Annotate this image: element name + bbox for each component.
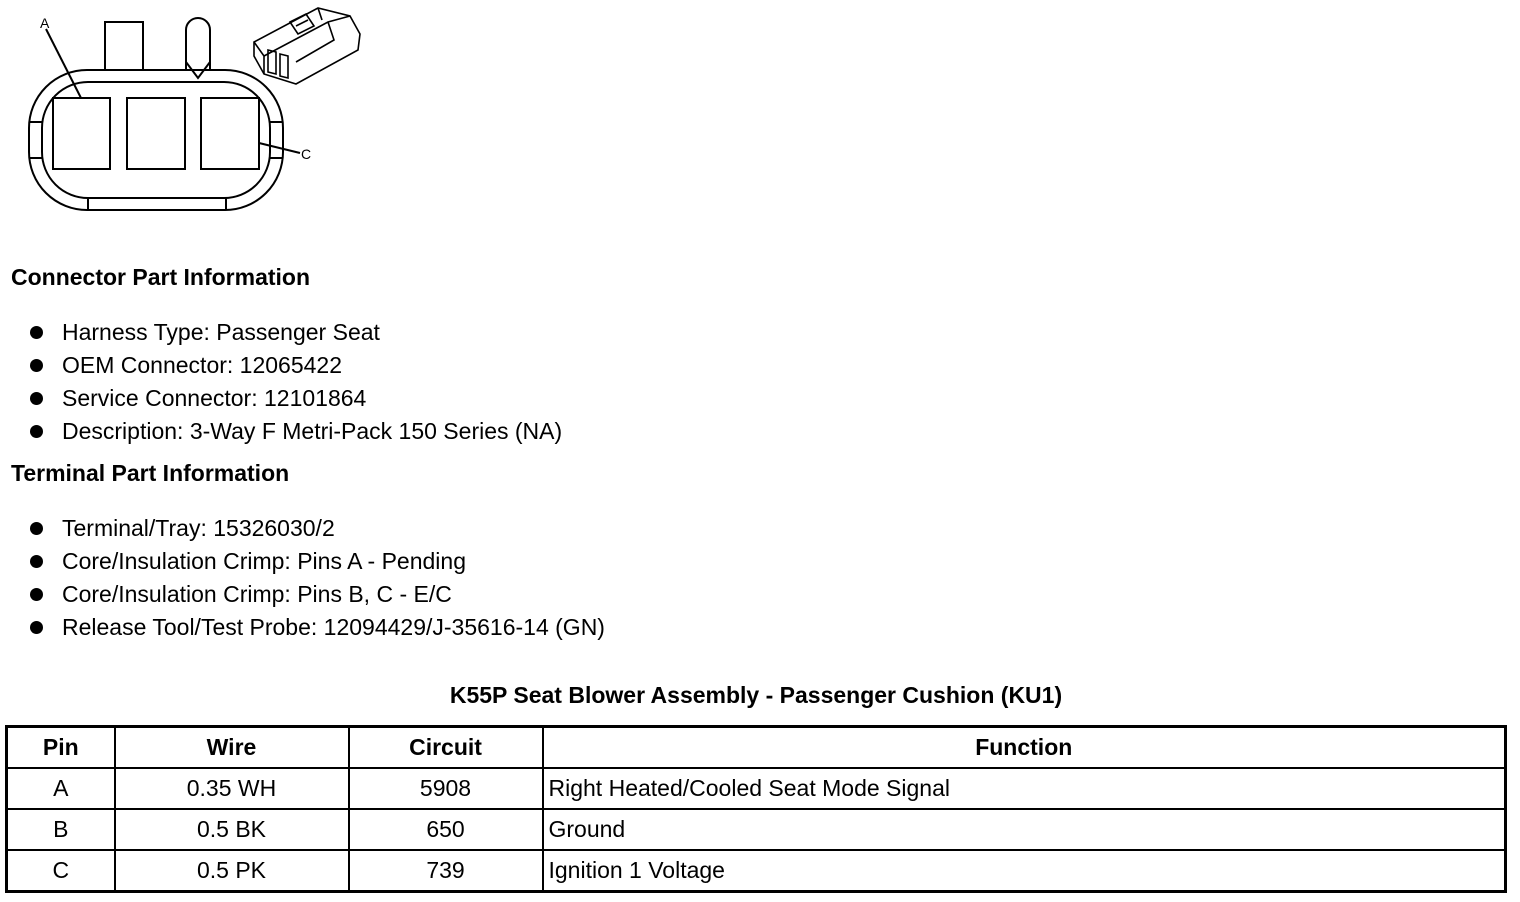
list-item: Harness Type: Passenger Seat bbox=[28, 316, 562, 349]
pinout-table bbox=[5, 725, 1507, 893]
connector-part-info-heading: Connector Part Information bbox=[11, 264, 311, 290]
connector-thumbnail-icon bbox=[254, 8, 360, 84]
cell-pin: C bbox=[7, 850, 115, 892]
pin-c-label: C bbox=[301, 146, 312, 162]
terminal-part-info-heading: Terminal Part Information bbox=[11, 460, 290, 486]
pin-a-label: A bbox=[40, 15, 50, 31]
header-circuit: Circuit bbox=[349, 727, 543, 769]
bullet-icon bbox=[30, 425, 43, 438]
header-function: Function bbox=[543, 727, 1506, 769]
table-row bbox=[7, 768, 1506, 809]
bullet-icon bbox=[30, 522, 43, 535]
latch-tab bbox=[186, 18, 210, 70]
table-header-row bbox=[7, 727, 1506, 769]
list-item: Terminal/Tray: 15326030/2 bbox=[28, 512, 605, 545]
connector-housing-inner bbox=[42, 82, 270, 198]
list-item: Core/Insulation Crimp: Pins A - Pending bbox=[28, 545, 605, 578]
header-pin: Pin bbox=[7, 727, 115, 769]
cell-circuit: 5908 bbox=[349, 768, 543, 809]
connector-part-info-list bbox=[28, 316, 562, 448]
table-row bbox=[7, 809, 1506, 850]
terminal-part-info-list bbox=[28, 512, 605, 644]
cavity-c bbox=[201, 98, 259, 169]
bullet-icon bbox=[30, 359, 43, 372]
list-item: Core/Insulation Crimp: Pins B, C - E/C bbox=[28, 578, 605, 611]
cavity-b bbox=[127, 98, 185, 169]
bullet-icon bbox=[30, 555, 43, 568]
cell-wire: 0.5 PK bbox=[115, 850, 349, 892]
cell-function: Ground bbox=[543, 809, 1506, 850]
cell-pin: A bbox=[7, 768, 115, 809]
cavity-a bbox=[53, 98, 110, 169]
key-tab bbox=[105, 22, 143, 70]
bullet-icon bbox=[30, 588, 43, 601]
cell-wire: 0.35 WH bbox=[115, 768, 349, 809]
connector-housing-outer bbox=[29, 70, 283, 210]
bullet-icon bbox=[30, 326, 43, 339]
bullet-icon bbox=[30, 621, 43, 634]
list-item: OEM Connector: 12065422 bbox=[28, 349, 562, 382]
connector-face-diagram bbox=[0, 0, 380, 220]
list-item: Service Connector: 12101864 bbox=[28, 382, 562, 415]
cell-wire: 0.5 BK bbox=[115, 809, 349, 850]
bullet-icon bbox=[30, 392, 43, 405]
cell-function: Right Heated/Cooled Seat Mode Signal bbox=[543, 768, 1506, 809]
cell-function: Ignition 1 Voltage bbox=[543, 850, 1506, 892]
cell-pin: B bbox=[7, 809, 115, 850]
table-title: K55P Seat Blower Assembly - Passenger Cushion (KU1) bbox=[449, 682, 1063, 708]
table-row bbox=[7, 850, 1506, 892]
list-item: Description: 3-Way F Metri-Pack 150 Series (NA) bbox=[28, 415, 562, 448]
cell-circuit: 739 bbox=[349, 850, 543, 892]
list-item: Release Tool/Test Probe: 12094429/J-35616-14 (GN) bbox=[28, 611, 605, 644]
cell-circuit: 650 bbox=[349, 809, 543, 850]
header-wire: Wire bbox=[115, 727, 349, 769]
